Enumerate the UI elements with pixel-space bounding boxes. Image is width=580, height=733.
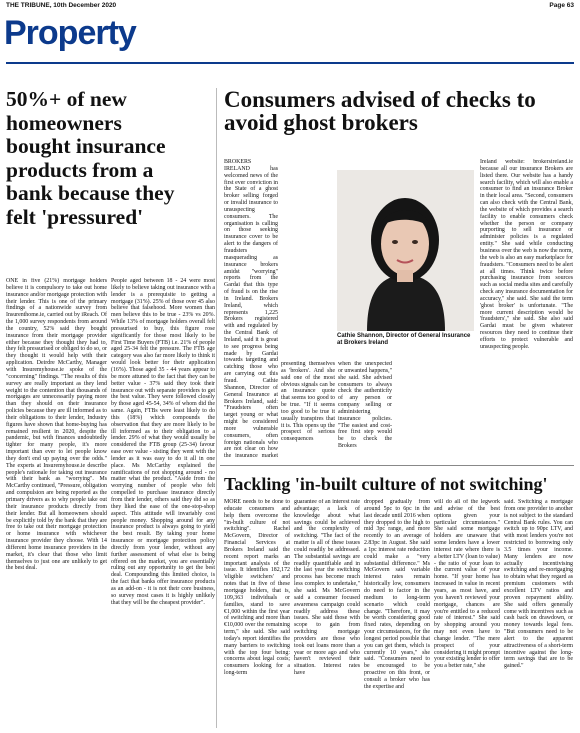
bottom-article-column-1 xyxy=(224,499,290,730)
right-article-text-2: presenting themselves as 'brokers'. And she said one of the most obvious signals can be an insurance quote that seems too good to be true. "If it seems too good to be true it usually transpires that it is. This opens up the prospect of serious consequences xyxy=(281,361,335,443)
left-article-headline: 50%+ of new homeowners bought insurance products from a bank because they felt 'pressured' xyxy=(6,87,175,229)
bottom-article-text-5: said. Switching a mortgage from one provider to another is not subject to the standard Central Bank rules. You can switch up to 90pc LTV, and with most lenders you're not restricted to borrowing only 3.5 times your income. Many lenders are now actually incentivising switching and re-mortgaging to obtain what they regard as premium customers with excellent LTV ratios and proven repayment ability. She said offers generally come with incentives such as cash back on drawdown, or money towards legal fees. "But consumers need to be alert to the apparent attractiveness of a short-term incentive against the long-term savings that are to be gained." xyxy=(504,499,573,670)
right-article-column-3 xyxy=(338,361,392,460)
right-article-column-2 xyxy=(281,361,335,460)
bottom-article-column-5 xyxy=(504,499,573,730)
section-title: Property xyxy=(4,14,136,52)
portrait-photo xyxy=(337,170,474,331)
photo-caption: Cathie Shannon, Director of General Insurance at Brokers Ireland xyxy=(337,333,471,346)
bottom-article-column-3 xyxy=(364,499,430,730)
bottom-article-headline: Tackling 'in-built culture of not switching' xyxy=(224,474,548,494)
right-article-text-4: Ireland website: brokersireland.ie because all our insurance Brokers are listed there. Our website has a handy search facility, which will also enable a consumer to find an insurance Broker in their local area. "Second, consumers can also check with the Central Bank, the website of which provides a search facility to enable consumers check whether the person or company purporting to sell insurance or administer policies is a regulated entity." She said while conducting business over the web is now the norm, the web is also an easy marketplace for fraudsters. "Consumers need to be alert at all times. Think twice before purchasing insurance from sources such as social media sites and carefully check any insurance documentation for accuracy," she said. She said the term 'ghost broker' is unfortunate. "The more current description would be 'fraudsters'," she said. She also said Gardai must be given whatever resources they need to continue their efforts to protect vulnerable and unsuspecting people. xyxy=(480,159,573,350)
publication-date: THE TRIBUNE, 10th December 2020 xyxy=(6,2,117,9)
page-header xyxy=(6,2,574,12)
bottom-article-column-4 xyxy=(434,499,500,730)
article-divider xyxy=(220,465,574,466)
portrait-illustration xyxy=(337,170,474,331)
column-divider xyxy=(216,88,217,728)
right-article-text-3: when the unexpected or unwanted happens," she said. She advised consumers to always check the authenticity of any person or company selling or administering insurance policies. "The easiest and cost-free first step would be to check the Brokers xyxy=(338,361,392,450)
section-rule xyxy=(6,62,574,64)
bottom-article-text-3: dropped gradually from around 5pc to 6pc in the last decade until 2016 when they dropped to the high to mid 3pc range, and more recently to an average of 2.83pc in August. She said a 1pc interest rate reduction could make a "very substantial difference." Ms McGovern said variable interest rates remain historically low, consumers do need to factor in the medium to long-term scenario which could change. "Therefore, it may be worth considering good fixed rates, depending on your circumstances, for the longest period possible that you can get them, which is currently 10 years," she said. "Consumers need to be encouraged to be proactive on this front, or consult a broker who has the expertise and xyxy=(364,499,430,690)
bottom-article-text-2: guarantee of an interest rate advantage; a lack of knowledge about what savings could be achieved and the complexity of switching. "The fact of the matter is all of these issues could readily be addressed. The substantial savings are readily quantifiable and in the last year the switching process has become much less complex to undertake," she said. Ms McGovern said a consumer focused awareness campaign could readily address these issues. She said those with scope to gain from switching mortgage providers are those who took out loans more than a year or more ago and who haven't reviewed their situation. Interest rates have xyxy=(294,499,360,677)
left-article-column-1 xyxy=(6,278,107,730)
right-article-text-1: BROKERS IRELAND has welcomed news of the first ever conviction in the State of a ghost broker selling forged or invalid insurance to unsuspecting consumers. The organisation is calling on those seeking insurance cover to be alert to the dangers of fraudsters masquerading as insurance brokers amidst "worrying" reports from the Gardai that this type of fraud is on the rise in Ireland. Brokers Ireland, which represents 1,225 Brokers registered with and regulated by the Central Bank of Ireland, said it is great to see progress being made by Gardai towards targeting and catching those who are carrying out this fraud. Cathie Shannon, Director of General Insurance at Brokers Ireland, said: "Fraudsters often target young or what might be considered more vulnerable consumers, often foreign nationals who are not clear on how the insurance market xyxy=(224,159,278,460)
left-article-text-1: ONE in five (21%) mortgage holders believe it is compulsory to take out home insurance and/or mortgage protection with their lender. This is one of the primary findings of a nationwide survey from Insurenthome.ie, carried out by iReach. Of the 1,000 survey respondents from around the country, 52% said they bought insurance from their mortgage provider either because they thought they had to, they felt pressurised or obliged to do so, or they thought it would help with their application. Deirdre McCarthy, Manager with Insuremyhouse.ie spoke of the "concerning" findings. "The results of this survey are really important as they lend weight to the contention that thousands of mortgages are unnecessarily paying more than they should on their insurance policies because they are ill informed as to their obligations to their lender, Industry figures have shown that home-buying has remained resilient in 2020, despite the pandemic, but with finances undoubtedly tighter for many people, it's more important than ever to let people know they don't end up paying over the odds." The experts at Insuremyhouse.ie describe people's rationale for taking out insurance with their bank as "worrying". Ms McCarthy continued, "Pressure, obligation and compulsion are being reported as the primary drivers as to why people take out their insurance products directly from their lender. But all homeowners should be explicitly told by the bank that they are free to take out their mortgage protection or home insurance with whichever insurance provider they choose. With 14 different home insurance providers in the market, it's clear that those who limit themselves to just one are unlikely to get the best deal. xyxy=(6,278,107,572)
bottom-article-text-4: will do all of the legwork and advise of the best options given your particular circumstances." She said some mortgage holders are unaware that some lenders have a lower interest rate where there is a better LTV (loan to value) - the ratio of your loan to the current value of your home. "If your home has increased in value in recent years, as most have, and you haven't reviewed your mortgage, chances are you're entitled to a reduced rate of interest." She said by shopping around you may not even have to change lender. "The mere prospect of your considering it might prompt your existing lender to offer you a better rate," she xyxy=(434,499,500,670)
left-article-text-2: People aged between 18 - 24 were most likely to believe taking out insurance with a lender is a prerequisite to getting a mortgage (31%). 25% of those over 45 also believe that falsehood. More women than men believe this to be true - 23% vs 20%. While 13% of mortgage holders overall felt pressurised to buy, this figure rose significantly for those most likely to be First Time Buyers (FTB) i.e. 21% of people aged 25-34 felt the pressure. The FTB age category was also far more likely to think it would look better for their application (16%). Those aged 35 - 44 years appear to be more attuned to the fact that they can be better value - 37% said they took their insurance out with separate providers to get the best value. They were followed closely by those aged 45-54, 34% of whom did the same. Again, FTBs were least likely to do this (18%) which compounds the observation that they are more likely to be ill informed as to their obligation to a lender. 29% of what they would usually be considered the FTB group (25-34) favour ease over value - sisting they went with the lender as it was easy to do it all in one place. Ms McCarthy explained the ramifications of not shopping around - no matter what the product. "Aside from the worrying number of people who felt compelled to purchase insurance directly from their lender, others said they did so as they liked the ease of the one-stop-shop aspect. This attitude will invariably cost people money. Shopping around for any insurance product is always going to yield the best result. By taking your home insurance or mortgage protection policy directly from your lender, without any further assessment of what else is being offered on the market, you are essentially ruling out any opportunity to get the best deal. Compounding this limited choice, is the fact that banks offer insurance products as an add-on - it is not their core business, so survey most cases it is highly unlikely that they will be the cheapest provider". xyxy=(111,278,215,606)
page-number: Page 63 xyxy=(549,2,574,9)
right-article-column-1 xyxy=(224,159,278,460)
left-article-column-2 xyxy=(111,278,215,730)
bottom-article-text-1: MORE needs to be done to educate consumers and help them overcome the "in-built culture of not switching". Rachel McGovern, Director of Financial Services at Brokers Ireland said the recent report marks an important analysis of the issue. It identifies 182,172 'eligible switchers' and notes that in five of these mortgage holders, that is, 109,363 individuals or families, stand to save €1,000 within the first year of switching and more than €10,000 over the remaining term," she said. She said today's report identifies the many barriers to switching with the top four being: concerns about legal costs; consumers looking for a long-term xyxy=(224,499,290,677)
right-article-column-4 xyxy=(480,159,573,460)
bottom-article-column-2 xyxy=(294,499,360,730)
right-article-headline: Consumers advised of checks to avoid ghost brokers xyxy=(224,87,536,135)
